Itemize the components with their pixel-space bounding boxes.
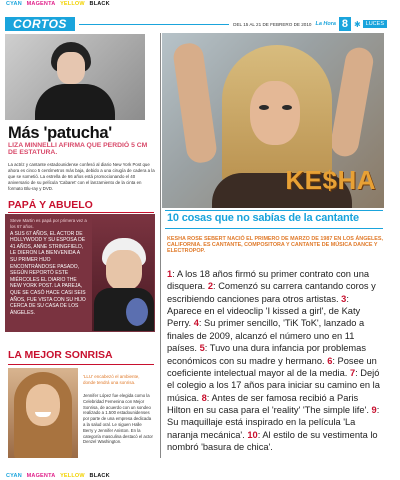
cyan-mark: CYAN	[6, 1, 22, 7]
black-mark: BLACK	[89, 1, 110, 7]
fact-item: 8: Antes de ser famosa recibió a Paris Hilton en su casa para el 'reality' 'The simple life'.	[167, 392, 369, 415]
facts-list	[167, 268, 383, 453]
fact-number: 6	[327, 355, 333, 366]
page-header	[5, 16, 387, 32]
fact-number: 3	[341, 293, 347, 304]
cyan-mark: CYAN	[6, 473, 22, 479]
fact-number: 5	[199, 343, 205, 354]
magenta-mark: MAGENTA	[26, 473, 56, 479]
feature-rule-top	[165, 210, 383, 211]
fact-text: Comenzó su carrera cantando coros y escribiendo canciones para otros artistas.	[167, 281, 376, 304]
fact-item: 5: Tuvo una dura infancia por problemas económicos con su madre y hermano.	[167, 343, 366, 366]
fact-number: 2	[207, 281, 214, 292]
fact-text: Posee un coeficiente intelectual mayor al de la media.	[167, 355, 377, 378]
kesha-photo	[162, 33, 384, 208]
fact-number: 8	[201, 392, 207, 403]
papa-body: A SUS 67 AÑOS, EL ACTOR DE HOLLYWOOD Y SU ESPOSA DE 41 AÑOS, ANNE STRINGFIELD, LE DIERON LA BIENVENIDA A SU PRIMER HIJO ENCONTRÁNDOSE PASADO, SEGÚN REPORTÓ ESTE MIÉRCOLES EL DIARIO THE NEW YORK POST. LA PAREJA, QUE SE CASÓ HACE CASI SEIS AÑOS, FUE VISTA CON SU HIJO CERCA DE SU CASA DE LOS ÁNGELES.	[10, 230, 86, 316]
fact-item: 9: Su maquillaje está inspirado en la película 'La naranja mecánica'.	[167, 404, 380, 440]
fact-number: 4	[193, 318, 199, 329]
star-icon: ✱	[353, 19, 361, 29]
fact-number: 7	[349, 367, 356, 378]
fact-item: 2: Comenzó su carrera cantando coros y escribiendo canciones para otros artistas.	[167, 281, 376, 304]
photo-face	[250, 81, 300, 145]
yellow-mark: YELLOW	[60, 473, 85, 479]
liza-minnelli-photo	[5, 34, 145, 120]
liza-headline: Más 'patucha'	[8, 124, 112, 142]
print-color-marks-top	[6, 1, 113, 7]
sonrisa-quote: 'LLU' encabezó el ambiente, donde tendrá una sonrisa.	[83, 374, 140, 385]
fact-item: 10: Al estilo de su vestimenta lo nombró 'basura de chica'.	[167, 429, 378, 453]
fact-item: 4: Su primer sencillo, 'TiK ToK', lanzado a finales de 2009, alcanzó el número uno en 11 países.	[167, 318, 365, 354]
fact-number: 1	[167, 269, 173, 279]
fact-item: 6: Posee un coeficiente intelectual mayor al de la media.	[167, 355, 377, 378]
fact-text: A los 18 años firmó su primer contrato con una disquera.	[167, 269, 370, 292]
photo-eye	[259, 105, 269, 110]
fact-text: Aparece en el videoclip 'I kissed a girl', de Katy Perry.	[167, 306, 361, 329]
kesha-photo-label: KE$HA	[285, 165, 376, 195]
liza-subhead: LIZA MINNELLI AFIRMA QUE PERDIÓ 5 CM DE ESTATURA.	[8, 142, 148, 157]
fact-text: Al estilo de su vestimenta lo nombró 'basura de chica'.	[167, 429, 378, 453]
print-color-marks-bottom	[6, 473, 113, 479]
photo-face	[106, 250, 142, 290]
liza-body-text: La actriz y cantante estadounidense confesó al diario New York Post que ahora es cinco 5 centímetros más baja, debido a una cirugía de cadera a la que se sometió. La estrella de 66 años está promocionando el 40 aniversario de su película 'Cabaret' con el lanzamiento de la cinta en formato Blu-ray y DVD.	[8, 162, 155, 191]
fact-item: 3: Aparece en el videoclip 'I kissed a girl', de Katy Perry.	[167, 293, 361, 329]
fact-text: Su primer sencillo, 'TiK ToK', lanzado a finales de 2009, alcanzó el número uno en 11 países.	[167, 318, 365, 354]
sonrisa-body-text: Jennifer López fue elegida como la Celebridad Femenina con Mejor Sonrisa, de acuerdo con un sondeo realizado a 1.500 estadounidenses por parte de una empresa dedicada a la salud oral. Le siguen Halle Berry y Jennifer Aniston. En la categoría masculina destacó el actor Denzel Washington.	[83, 393, 153, 445]
fact-number: 9	[371, 404, 377, 415]
fact-text: Dejó el colegio a los 17 años para iniciar su camino en la música.	[167, 367, 380, 403]
photo-smile	[35, 412, 51, 417]
photo-face	[26, 384, 60, 426]
feature-intro: KESHA ROSE SEBERT NACIÓ EL PRIMERO DE MARZO DE 1987 EN LOS ÁNGELES, CALIFORNIA. ES CANTANTE, COMPOSITORA Y CANTANTE DE MÚSICA DANCE Y ELECTROPOP.	[167, 236, 383, 255]
column-divider	[160, 33, 161, 458]
photo-eye	[282, 105, 292, 110]
fact-item: 1: A los 18 años firmó su primer contrato con una disquera.	[167, 269, 370, 292]
magenta-mark: MAGENTA	[26, 1, 56, 7]
header-rule	[79, 24, 229, 25]
black-mark: BLACK	[89, 473, 110, 479]
steve-martin-photo	[92, 216, 154, 331]
photo-body	[35, 84, 115, 120]
fact-number: 10	[247, 429, 258, 440]
yellow-mark: YELLOW	[60, 1, 85, 7]
papa-section-rule	[8, 212, 154, 213]
photo-arm	[172, 41, 218, 164]
issue-date: DEL 15 AL 21 DE FEBRERO DE 2010	[233, 21, 312, 27]
paper-name: La Hora	[315, 21, 336, 27]
fact-text: Su maquillaje está inspirado en la película 'La naranja mecánica'.	[167, 417, 356, 440]
fact-text: Tuvo una dura infancia por problemas económicos con su madre y hermano.	[167, 343, 366, 366]
section-name: LUCES	[363, 20, 387, 28]
jennifer-lopez-photo	[8, 368, 78, 458]
fact-text: Antes de ser famosa recibió a Paris Hilton en su casa para el 'reality' 'The simple life'.	[167, 392, 369, 415]
papa-section-title: PAPÁ Y ABUELO	[8, 199, 93, 211]
feature-title: 10 cosas que no sabías de la cantante	[167, 212, 359, 224]
balloon-icon	[126, 298, 148, 326]
photo-face	[57, 52, 85, 84]
section-tag: CORTOS	[5, 17, 75, 31]
fact-item: 7: Dejó el colegio a los 17 años para iniciar su camino en la música.	[167, 367, 380, 403]
photo-arm	[329, 45, 376, 158]
sonrisa-section-rule	[8, 364, 154, 365]
page-number: 8	[339, 17, 351, 31]
papa-text	[10, 218, 88, 316]
sonrisa-section-title: LA MEJOR SONRISA	[8, 349, 113, 361]
feature-rule-bottom	[165, 228, 383, 229]
papa-lead: Steve Martin es papá por primera vez a los 67 años.	[10, 218, 87, 229]
